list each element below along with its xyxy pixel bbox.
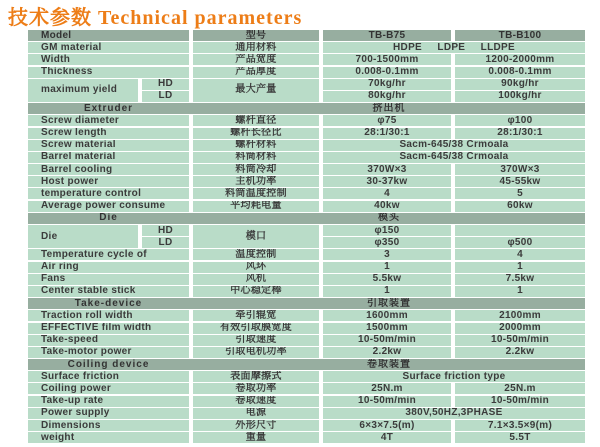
param-name-cn: 重量 [193, 432, 319, 443]
value-tb-b75: 25N.m [323, 383, 451, 394]
section-title-en: Extruder [83, 103, 134, 114]
param-name-cn: 通用材料 [193, 42, 319, 53]
param-name-en: Take-speed [28, 335, 189, 346]
param-name-en: Air ring [28, 262, 189, 273]
model-label-cn: 型号 [193, 30, 319, 41]
param-name-en: Take-motor power [28, 347, 189, 358]
param-name-en: Screw length [28, 128, 189, 139]
section-title-en: Die [99, 212, 118, 224]
value-tb-b75-ld: 80kg/hr [323, 91, 451, 102]
value-tb-b75: 30-37kw [323, 176, 451, 187]
param-name-cn: 引取速度 [193, 335, 319, 346]
section-title-en: Take-device [74, 298, 143, 309]
merged-value: HDPE LDPE LLDPE [323, 42, 585, 53]
param-name-cn: 外形尺寸 [193, 420, 319, 431]
value-tb-b100: 2.2kw [455, 347, 585, 358]
sub-key-hd: HD [142, 225, 189, 236]
sub-key-ld: LD [142, 237, 189, 248]
page-title-en: Technical parameters [98, 7, 303, 29]
merged-value: Sacm-645/38 Crmoala [323, 140, 585, 151]
param-name-en: Barrel material [28, 152, 189, 163]
value-tb-b75: 1 [323, 262, 451, 273]
value-tb-b75: 10-50m/min [323, 396, 451, 407]
value-tb-b100: 10-50m/min [455, 335, 585, 346]
value-tb-b100: 0.008-0.1mm [455, 67, 585, 78]
param-name-cn: 最大产量 [193, 79, 319, 102]
page-title [8, 1, 302, 30]
param-name-cn: 螺杆长径比 [193, 128, 319, 139]
value-tb-b75-ld: φ350 [323, 237, 451, 248]
value-tb-b75: 0.008-0.1mm [323, 67, 451, 78]
value-tb-b75: 10-50m/min [323, 335, 451, 346]
model-label-en: Model [28, 30, 189, 41]
value-tb-b75: φ75 [323, 115, 451, 126]
param-name-en: temperature control [28, 188, 189, 199]
param-name-cn: 料筒材料 [193, 152, 319, 163]
section-title-cn: 引取装置 [367, 298, 411, 309]
param-name-cn: 有效引取膜宽度 [193, 323, 319, 334]
param-name-cn: 风环 [193, 262, 319, 273]
section-title-cn: 模头 [378, 212, 400, 224]
value-tb-b100: 1200-2000mm [455, 54, 585, 65]
value-tb-b75: 6×3×7.5(m) [323, 420, 451, 431]
param-name-cn: 引取电机功率 [193, 347, 319, 358]
param-name-en: Coiling power [28, 383, 189, 394]
section-header-row [28, 298, 585, 309]
value-tb-b100: 5 [455, 188, 585, 199]
param-name-cn: 牵引辊宽 [193, 310, 319, 321]
value-tb-b75: 2.2kw [323, 347, 451, 358]
param-split-group [28, 225, 189, 248]
param-name-cn: 螺杆材料 [193, 140, 319, 151]
value-tb-b75: 4T [323, 432, 451, 443]
param-name-cn: 卷取速度 [193, 396, 319, 407]
technical-parameters-table [28, 30, 585, 443]
value-tb-b75: 1600mm [323, 310, 451, 321]
value-tb-b100-hd [455, 225, 585, 236]
param-name-cn: 中心稳定棒 [193, 286, 319, 297]
sub-key-hd: HD [142, 79, 189, 90]
param-name-cn: 料筒冷却 [193, 164, 319, 175]
param-name-cn: 温度控制 [193, 249, 319, 260]
param-name-cn: 电源 [193, 408, 319, 419]
param-name-en: Dimensions [28, 420, 189, 431]
value-tb-b75: 5.5kw [323, 274, 451, 285]
merged-value: 380V,50HZ,3PHASE [323, 408, 585, 419]
section-title-en: Coiling device [67, 359, 150, 370]
param-name-cn: 产品厚度 [193, 67, 319, 78]
param-name-cn: 表面摩擦式 [193, 371, 319, 382]
param-name-cn: 主机功率 [193, 176, 319, 187]
param-name-en: Fans [28, 274, 189, 285]
value-tb-b100: 4 [455, 249, 585, 260]
value-tb-b100: 5.5T [455, 432, 585, 443]
value-tb-b75: 4 [323, 188, 451, 199]
param-name-en: maximum yield [28, 79, 138, 102]
value-tb-b100: 1 [455, 286, 585, 297]
value-tb-b100: 370W×3 [455, 164, 585, 175]
value-tb-b100: 60kw [455, 201, 585, 212]
value-tb-b100-hd: 90kg/hr [455, 79, 585, 90]
section-title-cn: 挤出机 [372, 103, 406, 114]
param-name-en: Take-up rate [28, 396, 189, 407]
param-name-en: weight [28, 432, 189, 443]
value-tb-b75: 1 [323, 286, 451, 297]
param-name-en: Screw diameter [28, 115, 189, 126]
model-value-b100: TB-B100 [455, 30, 585, 41]
param-name-cn: 风机 [193, 274, 319, 285]
param-name-cn: 模口 [193, 225, 319, 248]
sub-key-ld: LD [142, 91, 189, 102]
value-tb-b75: 40kw [323, 201, 451, 212]
model-value-b75: TB-B75 [323, 30, 451, 41]
param-name-en: Barrel cooling [28, 164, 189, 175]
param-name-en: Die [28, 225, 138, 248]
value-tb-b75: 3 [323, 249, 451, 260]
value-tb-b100: 7.5kw [455, 274, 585, 285]
page-title-cn: 技术参数 [8, 7, 92, 29]
value-tb-b100: 10-50m/min [455, 396, 585, 407]
param-name-cn: 料筒温度控制 [193, 188, 319, 199]
value-tb-b100-ld: 100kg/hr [455, 91, 585, 102]
value-tb-b75: 700-1500mm [323, 54, 451, 65]
param-name-en: Surface friction [28, 371, 189, 382]
value-tb-b100: 28:1/30:1 [455, 128, 585, 139]
param-name-en: Center stable stick [28, 286, 189, 297]
param-name-en: Average power consume [28, 201, 189, 212]
section-header-row [28, 359, 585, 370]
section-header-row [28, 103, 585, 114]
section-header-row [28, 213, 585, 224]
param-name-en: Host power [28, 176, 189, 187]
value-tb-b100: φ100 [455, 115, 585, 126]
section-title-cn: 卷取装置 [367, 359, 411, 370]
param-name-en: Power supply [28, 408, 189, 419]
value-tb-b100: 7.1×3.5×9(m) [455, 420, 585, 431]
merged-value: Surface friction type [323, 371, 585, 382]
value-tb-b75: 1500mm [323, 323, 451, 334]
value-tb-b100: 45-55kw [455, 176, 585, 187]
param-name-en: GM material [28, 42, 189, 53]
param-name-cn: 螺杆直径 [193, 115, 319, 126]
value-tb-b100-ld: φ500 [455, 237, 585, 248]
value-tb-b75-hd: 70kg/hr [323, 79, 451, 90]
param-name-en: EFFECTIVE film width [28, 323, 189, 334]
value-tb-b75: 28:1/30:1 [323, 128, 451, 139]
param-name-en: Temperature cycle of [28, 249, 189, 260]
param-name-en: Thickness [28, 67, 189, 78]
param-name-cn: 产品宽度 [193, 54, 319, 65]
param-split-group [28, 79, 189, 102]
param-name-en: Traction roll width [28, 310, 189, 321]
value-tb-b100: 1 [455, 262, 585, 273]
value-tb-b100: 2100mm [455, 310, 585, 321]
merged-value: Sacm-645/38 Crmoala [323, 152, 585, 163]
value-tb-b75: 370W×3 [323, 164, 451, 175]
param-name-en: Screw material [28, 140, 189, 151]
param-name-en: Width [28, 54, 189, 65]
value-tb-b100: 2000mm [455, 323, 585, 334]
param-name-cn: 平均耗电量 [193, 201, 319, 212]
value-tb-b75-hd: φ150 [323, 225, 451, 236]
param-name-cn: 卷取功率 [193, 383, 319, 394]
value-tb-b100: 25N.m [455, 383, 585, 394]
